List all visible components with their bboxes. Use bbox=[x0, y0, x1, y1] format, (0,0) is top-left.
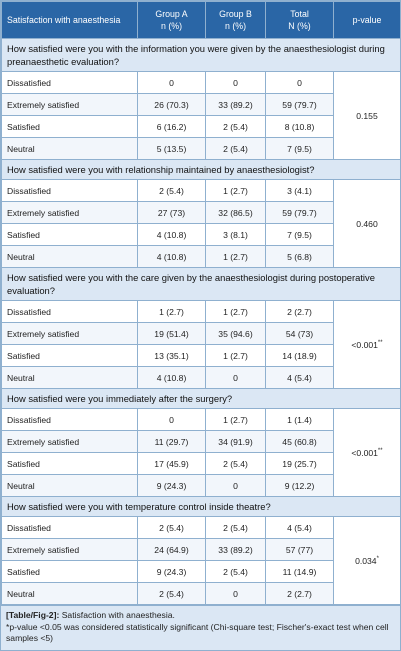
p-value: 0.460 bbox=[356, 218, 378, 229]
cell-group-a: 13 (35.1) bbox=[138, 345, 206, 367]
table-row bbox=[2, 180, 401, 202]
question-row bbox=[2, 39, 401, 72]
cell-group-a: 0 bbox=[138, 409, 206, 431]
cell-group-b: 1 (2.7) bbox=[206, 409, 266, 431]
cell-group-b: 2 (5.4) bbox=[206, 561, 266, 583]
cell-group-a: 9 (24.3) bbox=[138, 561, 206, 583]
cell-total: 2 (2.7) bbox=[266, 301, 334, 323]
caption-text: Satisfaction with anaesthesia. bbox=[59, 610, 175, 620]
table-row bbox=[2, 517, 401, 539]
cell-total: 59 (79.7) bbox=[266, 94, 334, 116]
cell-group-b: 1 (2.7) bbox=[206, 345, 266, 367]
significance-mark: ** bbox=[377, 447, 383, 454]
question-row bbox=[2, 160, 401, 180]
cell-group-a: 4 (10.8) bbox=[138, 224, 206, 246]
cell-group-a: 2 (5.4) bbox=[138, 180, 206, 202]
cell-group-a: 9 (24.3) bbox=[138, 475, 206, 497]
significance-mark: ** bbox=[377, 339, 383, 346]
cell-group-a: 1 (2.7) bbox=[138, 301, 206, 323]
cell-group-a: 4 (10.8) bbox=[138, 246, 206, 268]
cell-group-a: 5 (13.5) bbox=[138, 138, 206, 160]
cell-total: 0 bbox=[266, 72, 334, 94]
p-value-cell bbox=[334, 72, 401, 160]
row-label: Neutral bbox=[2, 138, 138, 160]
row-label: Neutral bbox=[2, 475, 138, 497]
row-label: Neutral bbox=[2, 367, 138, 389]
question-text: How satisfied were you with relationship maintained by anaesthesiologist? bbox=[2, 160, 401, 180]
cell-group-a: 24 (64.9) bbox=[138, 539, 206, 561]
row-label: Extremely satisfied bbox=[2, 431, 138, 453]
header-p-value: p-value bbox=[334, 2, 401, 39]
cell-group-a: 27 (73) bbox=[138, 202, 206, 224]
cell-total: 4 (5.4) bbox=[266, 517, 334, 539]
cell-group-b: 0 bbox=[206, 475, 266, 497]
p-value: <0.001 bbox=[351, 339, 378, 350]
cell-group-a: 26 (70.3) bbox=[138, 94, 206, 116]
cell-group-b: 1 (2.7) bbox=[206, 301, 266, 323]
row-label: Extremely satisfied bbox=[2, 94, 138, 116]
cell-total: 4 (5.4) bbox=[266, 367, 334, 389]
row-label: Satisfied bbox=[2, 345, 138, 367]
cell-total: 7 (9.5) bbox=[266, 138, 334, 160]
cell-group-b: 2 (5.4) bbox=[206, 116, 266, 138]
cell-group-b: 32 (86.5) bbox=[206, 202, 266, 224]
cell-group-a: 11 (29.7) bbox=[138, 431, 206, 453]
row-label: Dissatisfied bbox=[2, 301, 138, 323]
question-text: How satisfied were you immediately after the surgery? bbox=[2, 389, 401, 409]
header-row bbox=[2, 2, 401, 39]
cell-group-b: 2 (5.4) bbox=[206, 517, 266, 539]
header-group-b: Group B n (%) bbox=[206, 2, 266, 39]
cell-group-b: 1 (2.7) bbox=[206, 246, 266, 268]
cell-total: 19 (25.7) bbox=[266, 453, 334, 475]
cell-total: 8 (10.8) bbox=[266, 116, 334, 138]
cell-total: 3 (4.1) bbox=[266, 180, 334, 202]
cell-group-b: 33 (89.2) bbox=[206, 94, 266, 116]
cell-group-b: 34 (91.9) bbox=[206, 431, 266, 453]
row-label: Satisfied bbox=[2, 116, 138, 138]
cell-total: 5 (6.8) bbox=[266, 246, 334, 268]
header-category: Satisfaction with anaesthesia bbox=[2, 2, 138, 39]
table-row bbox=[2, 301, 401, 323]
table-footer bbox=[1, 605, 400, 650]
cell-total: 59 (79.7) bbox=[266, 202, 334, 224]
row-label: Dissatisfied bbox=[2, 409, 138, 431]
cell-total: 57 (77) bbox=[266, 539, 334, 561]
row-label: Extremely satisfied bbox=[2, 202, 138, 224]
cell-total: 54 (73) bbox=[266, 323, 334, 345]
cell-group-b: 2 (5.4) bbox=[206, 138, 266, 160]
cell-group-b: 2 (5.4) bbox=[206, 453, 266, 475]
p-value-cell bbox=[334, 517, 401, 605]
question-row bbox=[2, 268, 401, 301]
cell-group-a: 4 (10.8) bbox=[138, 367, 206, 389]
cell-total: 2 (2.7) bbox=[266, 583, 334, 605]
footnote: *p-value <0.05 was considered statistically significant (Chi-square test; Fischer's-exact test when cell samples <5) bbox=[6, 621, 389, 643]
p-value-cell bbox=[334, 301, 401, 389]
row-label: Extremely satisfied bbox=[2, 323, 138, 345]
table-row bbox=[2, 72, 401, 94]
row-label: Dissatisfied bbox=[2, 180, 138, 202]
table-body bbox=[2, 39, 401, 605]
cell-total: 45 (60.8) bbox=[266, 431, 334, 453]
cell-total: 1 (1.4) bbox=[266, 409, 334, 431]
significance-mark: * bbox=[376, 555, 379, 562]
cell-group-b: 33 (89.2) bbox=[206, 539, 266, 561]
p-value-cell bbox=[334, 180, 401, 268]
caption-ref: [Table/Fig-2]: bbox=[6, 610, 60, 620]
row-label: Neutral bbox=[2, 246, 138, 268]
question-row bbox=[2, 389, 401, 409]
cell-total: 14 (18.9) bbox=[266, 345, 334, 367]
cell-group-b: 35 (94.6) bbox=[206, 323, 266, 345]
p-value: 0.155 bbox=[356, 110, 378, 121]
caption bbox=[6, 610, 395, 622]
cell-group-a: 6 (16.2) bbox=[138, 116, 206, 138]
cell-total: 11 (14.9) bbox=[266, 561, 334, 583]
cell-group-b: 3 (8.1) bbox=[206, 224, 266, 246]
question-text: How satisfied were you with the information you were given by the anaesthesiologist during preanaesthetic evaluation? bbox=[2, 39, 401, 72]
header-group-a: Group A n (%) bbox=[138, 2, 206, 39]
row-label: Extremely satisfied bbox=[2, 539, 138, 561]
satisfaction-table bbox=[1, 1, 401, 605]
cell-group-b: 0 bbox=[206, 72, 266, 94]
table-row bbox=[2, 409, 401, 431]
p-value: <0.001 bbox=[351, 447, 378, 458]
cell-group-a: 2 (5.4) bbox=[138, 517, 206, 539]
row-label: Satisfied bbox=[2, 561, 138, 583]
cell-group-b: 0 bbox=[206, 583, 266, 605]
p-value: 0.034 bbox=[355, 555, 377, 566]
question-text: How satisfied were you with temperature control inside theatre? bbox=[2, 497, 401, 517]
cell-total: 7 (9.5) bbox=[266, 224, 334, 246]
cell-group-a: 17 (45.9) bbox=[138, 453, 206, 475]
cell-group-a: 2 (5.4) bbox=[138, 583, 206, 605]
header-total: Total N (%) bbox=[266, 2, 334, 39]
row-label: Neutral bbox=[2, 583, 138, 605]
row-label: Satisfied bbox=[2, 453, 138, 475]
p-value-cell bbox=[334, 409, 401, 497]
row-label: Dissatisfied bbox=[2, 517, 138, 539]
row-label: Satisfied bbox=[2, 224, 138, 246]
question-row bbox=[2, 497, 401, 517]
question-text: How satisfied were you with the care given by the anaesthesiologist during postoperative evaluation? bbox=[2, 268, 401, 301]
cell-group-a: 19 (51.4) bbox=[138, 323, 206, 345]
cell-group-b: 0 bbox=[206, 367, 266, 389]
cell-group-a: 0 bbox=[138, 72, 206, 94]
row-label: Dissatisfied bbox=[2, 72, 138, 94]
cell-total: 9 (12.2) bbox=[266, 475, 334, 497]
cell-group-b: 1 (2.7) bbox=[206, 180, 266, 202]
